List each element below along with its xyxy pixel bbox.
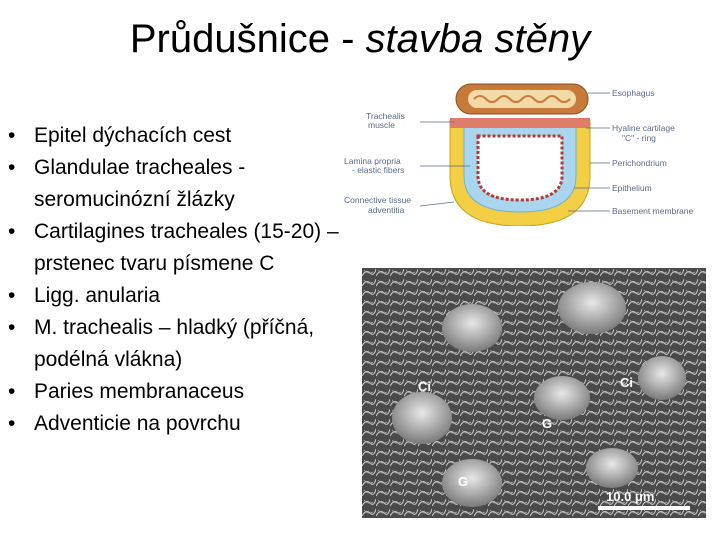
- title-italic: stavba stěny: [365, 17, 591, 61]
- bullet-item: • Paries membranaceus: [8, 376, 378, 408]
- bullet-list: [8, 120, 378, 440]
- bullet-item: • M. trachealis – hladký (příčná, podélná vlákna): [8, 312, 378, 376]
- trachea-cross-section-diagram: [338, 76, 720, 226]
- micro-label-ci: Ci: [418, 379, 431, 394]
- label-epithelium: Epithelium: [612, 183, 652, 193]
- label-adventitia: adventitia: [368, 205, 405, 215]
- micro-label-ci: Ci: [620, 375, 633, 390]
- label-esophagus: Esophagus: [612, 88, 655, 98]
- scale-bar-label: 10.0 μm: [606, 489, 655, 504]
- bullet-item: • Ligg. anularia: [8, 280, 378, 312]
- lumen: [478, 136, 562, 200]
- bullet-item: • Epitel dýchacích cest: [8, 120, 378, 152]
- label-elastic-fibers: - elastic fibers: [352, 165, 405, 175]
- bullet-item: • Adventicie na povrchu: [8, 408, 378, 440]
- label-connective-tissue: Connective tissue: [344, 195, 412, 205]
- bullet-item: • Cartilagines tracheales (15-20) – prstenec tvaru písmene C: [8, 216, 378, 280]
- title-main: Průdušnice -: [129, 17, 366, 61]
- bullet-item: • Glandulae tracheales - seromucinózní žlázky: [8, 152, 378, 216]
- label-muscle: muscle: [368, 120, 395, 130]
- sem-micrograph: [362, 268, 706, 518]
- label-basement-membrane: Basement membrane: [612, 206, 694, 216]
- micro-label-g: G: [542, 416, 553, 431]
- label-trachealis: Trachealis: [366, 111, 405, 121]
- trachealis-muscle: [450, 118, 590, 128]
- scale-bar: [598, 506, 690, 510]
- slide-title: [0, 14, 720, 64]
- label-lamina-propria: Lamina propria: [344, 156, 401, 166]
- label-c-ring: "C" - ring: [622, 133, 656, 143]
- label-hyaline-cartilage: Hyaline cartilage: [612, 123, 675, 133]
- label-perichondrium: Perichondrium: [612, 158, 667, 168]
- micro-label-g: G: [458, 474, 469, 489]
